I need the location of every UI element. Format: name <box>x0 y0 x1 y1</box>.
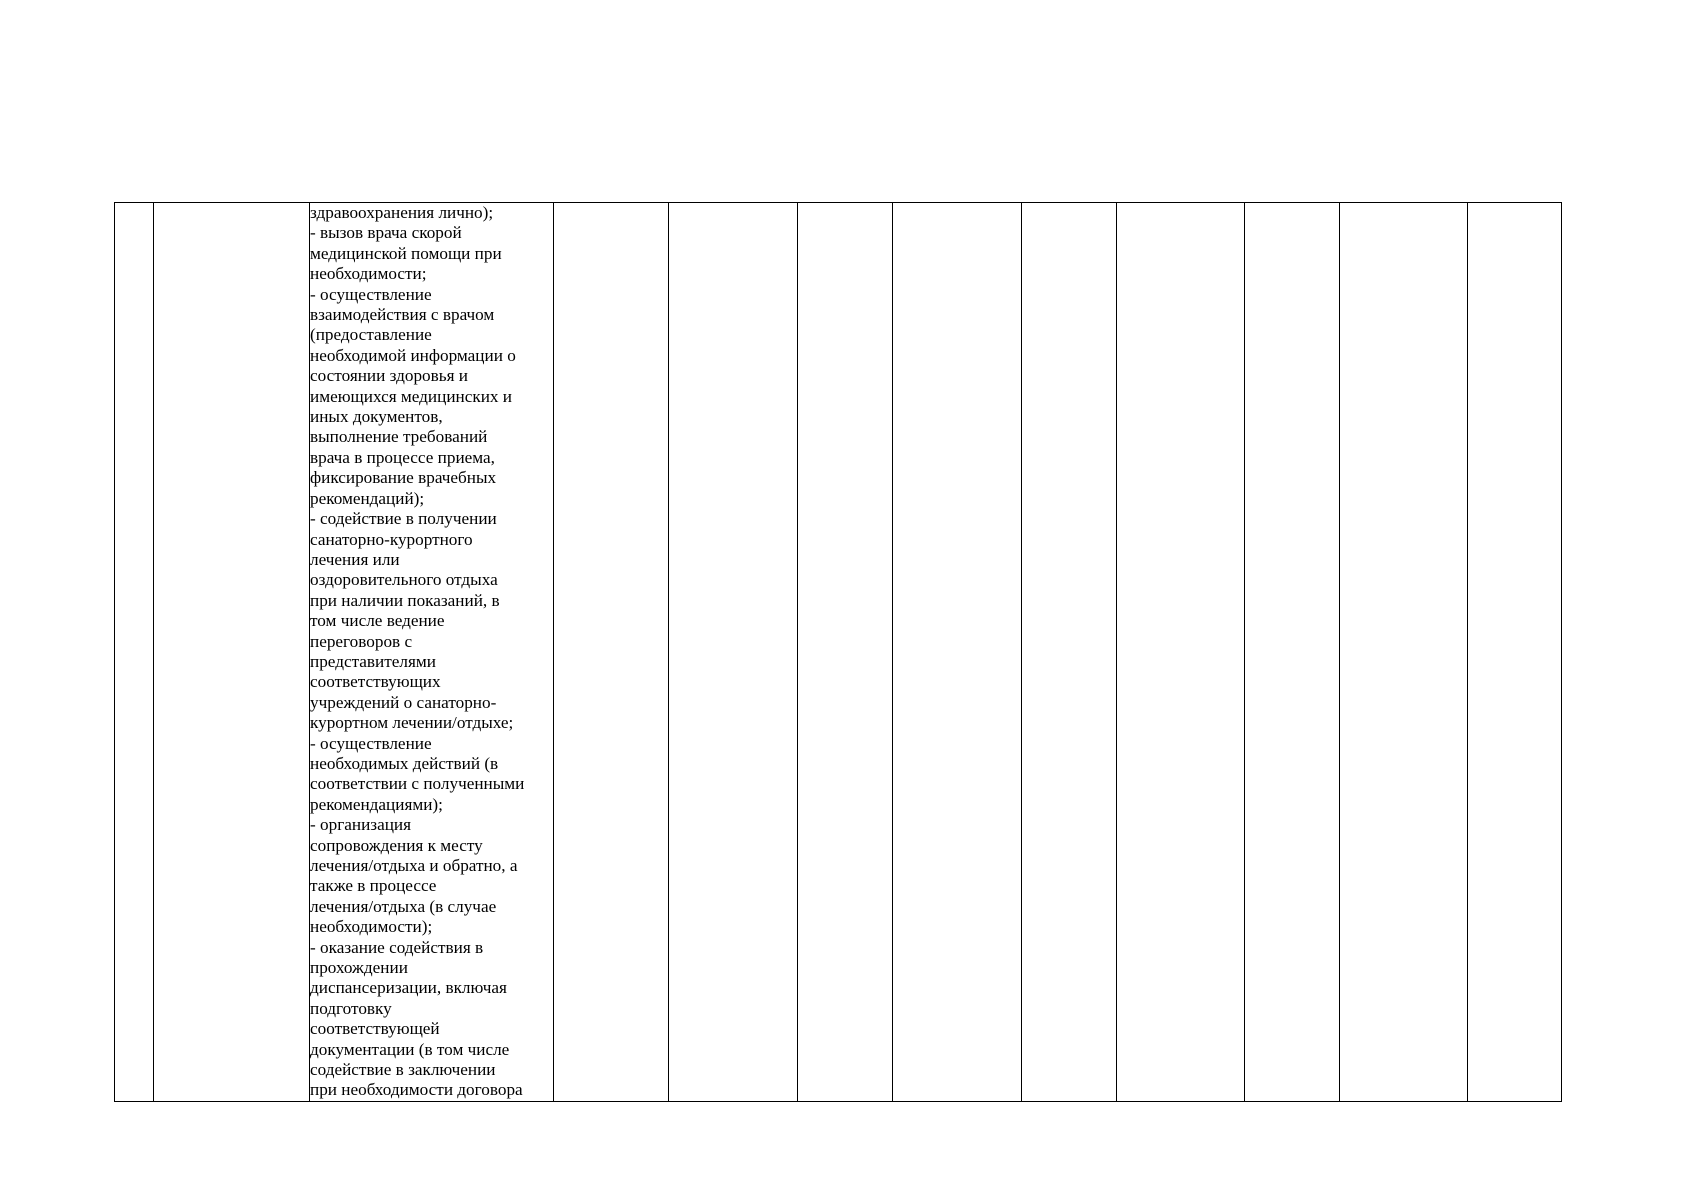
cell-empty-8 <box>1022 203 1117 1102</box>
table-row <box>115 203 1562 1102</box>
service-description-text <box>310 203 553 1101</box>
text-line: иных документов, <box>310 407 443 427</box>
cell-service-description <box>310 203 554 1102</box>
text-line: лечения или <box>310 549 400 569</box>
text-line: (предоставление <box>310 325 432 345</box>
text-line: сопровождения к месту <box>310 835 483 855</box>
text-line: фиксирование врачебных <box>310 468 497 488</box>
cell-empty-9 <box>1117 203 1245 1102</box>
text-line: соответствующих <box>310 672 441 692</box>
text-line: рекомендациями); <box>310 794 443 814</box>
text-line: - осуществление <box>310 733 432 753</box>
text-line: при необходимости договора <box>310 1080 523 1100</box>
cell-empty-4 <box>554 203 669 1102</box>
text-line: здравоохранения лично); <box>310 203 494 222</box>
text-line: взаимодействия с врачом <box>310 305 495 325</box>
cell-empty-12 <box>1468 203 1562 1102</box>
services-table <box>114 202 1562 1102</box>
text-line: санаторно-курортного <box>310 529 473 549</box>
text-line: необходимой информации о <box>310 345 516 365</box>
text-line: - содействие в получении <box>310 509 497 529</box>
cell-empty-6 <box>798 203 893 1102</box>
cell-empty-11 <box>1340 203 1468 1102</box>
text-line: - оказание содействия в <box>310 937 484 957</box>
text-line: соответствии с полученными <box>310 774 525 794</box>
text-line: состоянии здоровья и <box>310 366 468 386</box>
text-line: курортном лечении/отдыхе; <box>310 713 514 733</box>
text-line: рекомендаций); <box>310 488 425 508</box>
text-line: - осуществление <box>310 284 432 304</box>
text-line: прохождении <box>310 958 408 978</box>
text-line: - вызов врача скорой <box>310 223 462 243</box>
text-line: содействие в заключении <box>310 1060 496 1080</box>
text-line: представителями <box>310 651 436 671</box>
text-line: оздоровительного отдыха <box>310 570 498 590</box>
text-line: выполнение требований <box>310 427 488 447</box>
text-line: учреждений о санаторно- <box>310 692 497 712</box>
text-line: также в процессе <box>310 876 437 896</box>
text-line: необходимости); <box>310 917 433 937</box>
text-line: том числе ведение <box>310 611 445 631</box>
cell-empty-5 <box>669 203 798 1102</box>
text-line: лечения/отдыха (в случае <box>310 896 497 916</box>
text-line: подготовку <box>310 998 392 1018</box>
text-line: медицинской помощи при <box>310 243 502 263</box>
cell-name <box>154 203 310 1102</box>
text-line: соответствующей <box>310 1019 440 1039</box>
text-line: лечения/отдыха и обратно, а <box>310 856 518 875</box>
text-line: переговоров с <box>310 631 413 651</box>
text-line: при наличии показаний, в <box>310 590 500 610</box>
cell-number <box>115 203 154 1102</box>
text-line: - организация <box>310 815 412 835</box>
cell-empty-7 <box>893 203 1022 1102</box>
text-line: врача в процессе приема, <box>310 447 495 467</box>
cell-empty-10 <box>1245 203 1340 1102</box>
text-line: необходимости; <box>310 264 427 284</box>
text-line: имеющихся медицинских и <box>310 386 512 406</box>
text-line: диспансеризации, включая <box>310 978 507 998</box>
text-line: документации (в том числе <box>310 1039 510 1059</box>
text-line: необходимых действий (в <box>310 753 499 773</box>
